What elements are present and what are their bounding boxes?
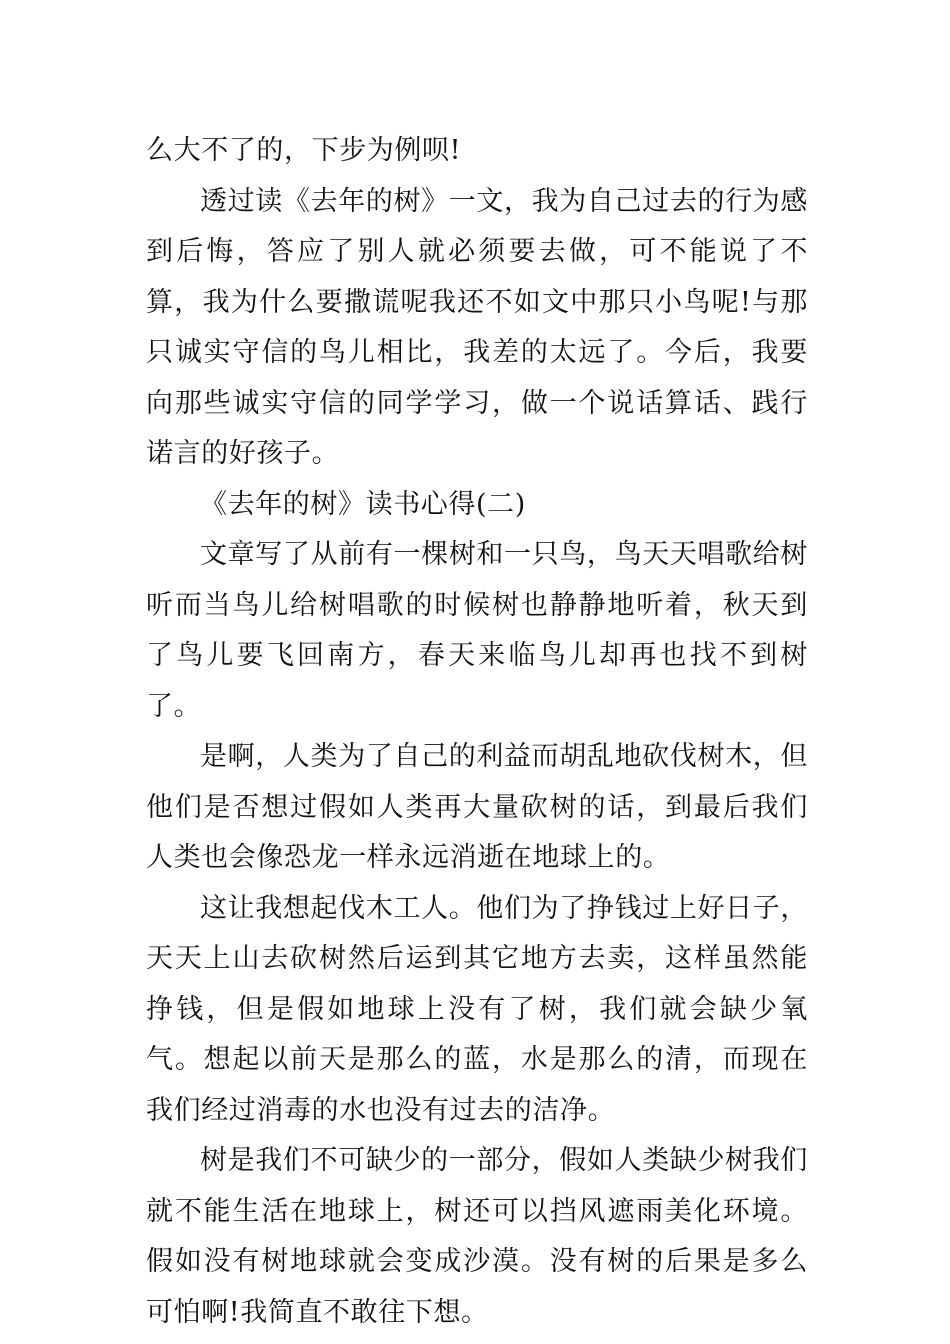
paragraph: 这让我想起伐木工人。他们为了挣钱过上好日子，天天上山去砍树然后运到其它地方去卖，这样虽然能挣钱，但是假如地球上没有了树，我们就会缺少氧气。想起以前天是那么的蓝，水是那么的清，而现在我们经过消毒的水也没有过去的洁净。	[146, 892, 808, 1126]
paragraph: 树是我们不可缺少的一部分，假如人类缺少树我们就不能生活在地球上，树还可以挡风遮雨美化环境。假如没有树地球就会变成沙漠。没有树的后果是多么可怕啊!我简直不敢往下想。	[146, 1145, 808, 1328]
paragraph: 是啊，人类为了自己的利益而胡乱地砍伐树木，但他们是否想过假如人类再大量砍树的话，到最后我们人类也会像恐龙一样永远消逝在地球上的。	[146, 741, 808, 873]
document-body	[146, 126, 808, 1338]
section-heading: 《去年的树》读书心得(二)	[200, 488, 526, 520]
paragraph: 透过读《去年的树》一文，我为自己过去的行为感到后悔，答应了别人就必须要去做，可不能说了不算，我为什么要撒谎呢我还不如文中那只小鸟呢!与那只诚实守信的鸟儿相比，我差的太远了。今后，我要向那些诚实守信的同学学习，做一个说话算话、践行诺言的好孩子。	[146, 185, 808, 469]
paragraph-continuation: 么大不了的，下步为例呗!	[146, 135, 462, 166]
paragraph: 文章写了从前有一棵树和一只鸟，鸟天天唱歌给树听而当鸟儿给树唱歌的时候树也静静地听着，秋天到了鸟儿要飞回南方，春天来临鸟儿却再也找不到树了。	[146, 539, 808, 722]
